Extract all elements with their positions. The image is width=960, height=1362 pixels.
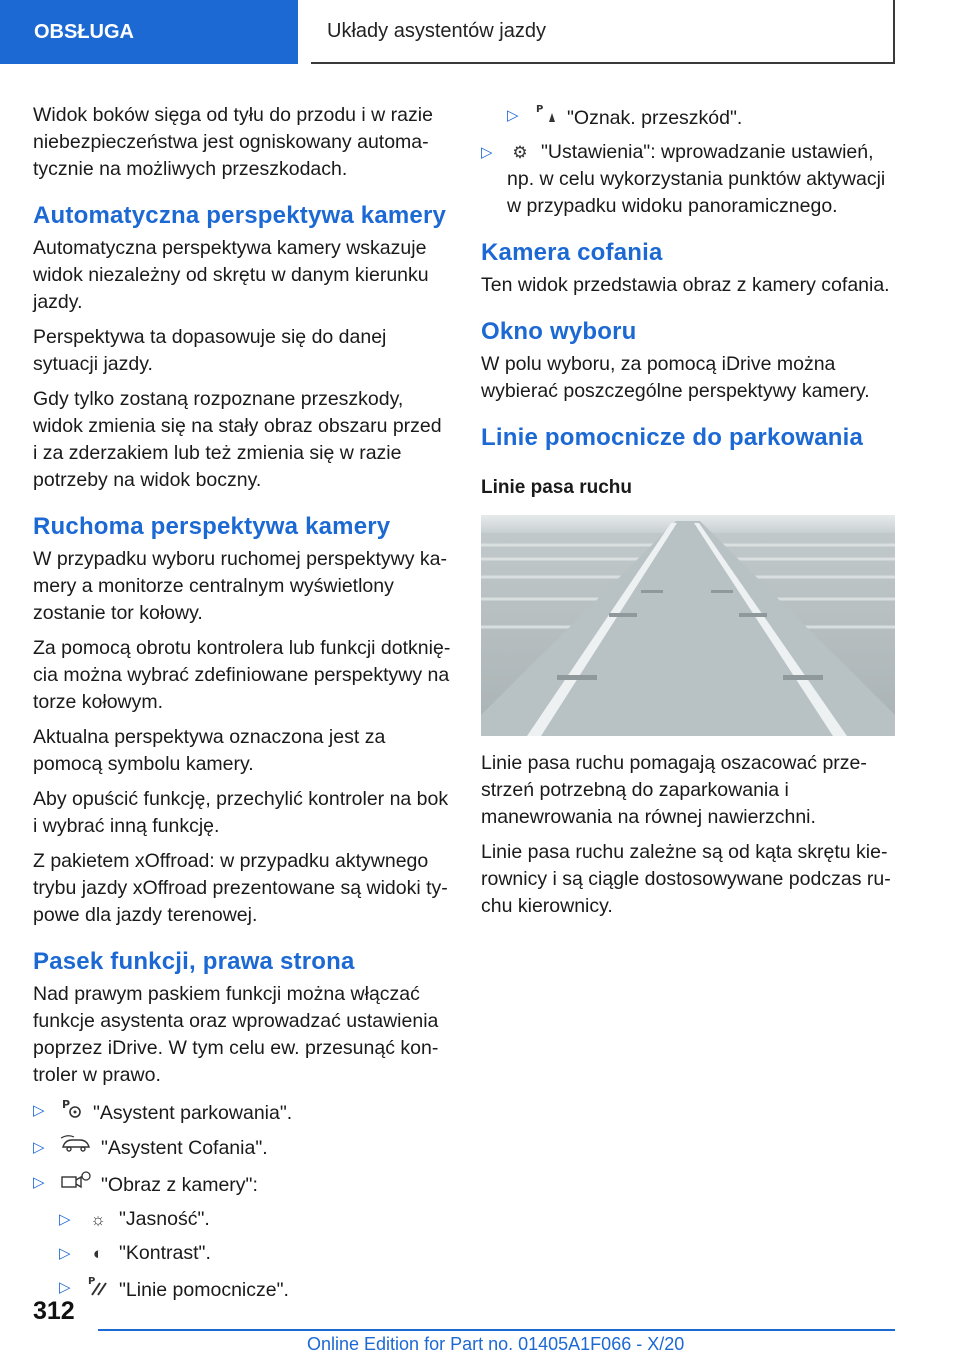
lane-lines-illustration: [481, 515, 895, 736]
list-item: [59, 1206, 451, 1233]
heading-moving-perspective: Ruchoma perspektywa kamery: [33, 513, 391, 540]
paragraph: Gdy tylko zostaną rozpoznane przeszkody, widok zmienia się na stały obraz obszaru przed i za zderzakiem lub też zmienia się w razie potrzeby na widok boczny.: [33, 388, 442, 491]
page-number: 312: [33, 1297, 75, 1325]
obstacle-marking-icon: [533, 102, 559, 132]
svg-text:P: P: [62, 1098, 71, 1111]
paragraph: W przypadku wyboru ruchomej perspektywy kamery a monitorze centralnym wyświetlony zostanie tor kołowy.: [33, 548, 447, 624]
paragraph: Perspektywa ta dopasowuje się do danej sytuacji jazdy.: [33, 326, 387, 375]
list-item: [33, 1169, 451, 1199]
paragraph: Aktualna perspektywa oznaczona jest za pomocą symbolu kamery.: [33, 726, 386, 775]
right-column: [481, 102, 895, 928]
paragraph: Linie pasa ruchu zależne są od kąta skrętu kierownicy i są ciągle dostosowywane podczas ruchu kierownicy.: [481, 841, 891, 917]
svg-text:P: P: [88, 1276, 96, 1287]
bullet-triangle-icon: ▷: [59, 1245, 71, 1262]
list-item: [33, 1097, 451, 1127]
paragraph: Ten widok przedstawia obraz z kamery cofania.: [481, 274, 890, 296]
list-item-label: "Kontrast".: [119, 1242, 211, 1264]
list-item: [33, 1134, 451, 1162]
section-label: OBSŁUGA: [34, 20, 134, 43]
contrast-icon: ◐: [92, 1244, 104, 1263]
bullet-triangle-icon: ▷: [59, 1279, 71, 1296]
heading-auto-perspective: Automatyczna perspektywa kamery: [33, 202, 447, 229]
paragraph: Automatyczna perspektywa kamery wskazuje widok niezależny od skrętu w danym kierunku jazdy.: [33, 237, 429, 313]
list-item-label: "Obraz z kamery":: [101, 1174, 258, 1196]
bullet-triangle-icon: ▷: [59, 1211, 71, 1228]
paragraph: Aby opuścić funkcję, przechylić kontroler na bok i wybrać inną funkcję.: [33, 788, 449, 837]
bullet-triangle-icon: ▷: [33, 1174, 45, 1191]
list-item-label: "Linie pomocnicze".: [119, 1279, 289, 1301]
reversing-assistant-icon: [59, 1134, 93, 1162]
chapter-header: [311, 0, 895, 64]
list-item-label: "Ustawienia": wprowadzanie ustawień, np. w celu wykorzystania punktów aktywacji w przypadku widoku panoramicznego.: [507, 141, 886, 217]
heading-function-bar: Pasek funkcji, prawa strona: [33, 948, 355, 975]
section-tab: [0, 0, 298, 64]
brightness-icon: ☼: [90, 1210, 106, 1229]
list-item: [59, 1274, 451, 1304]
bullet-triangle-icon: ▷: [507, 107, 519, 124]
list-item: [481, 139, 895, 220]
settings-gear-icon: ⚙: [512, 143, 528, 162]
chapter-title: Układy asystentów jazdy: [327, 19, 546, 42]
footer-divider: [98, 1329, 895, 1331]
list-item-label: "Oznak. przeszkód".: [567, 107, 743, 129]
camera-icon: [59, 1169, 93, 1199]
list-item-label: "Asystent parkowania".: [93, 1102, 293, 1124]
list-item: [507, 102, 895, 132]
footer-edition: Online Edition for Part no. 01405A1F066 - X/20: [307, 1334, 685, 1354]
list-item-label: "Asystent Cofania".: [101, 1137, 268, 1159]
paragraph: Z pakietem xOffroad: w przypadku aktywnego trybu jazdy xOffroad prezentowane są widoki typowe dla jazdy terenowej.: [33, 850, 448, 926]
parking-assistant-icon: [59, 1097, 85, 1127]
intro-paragraph: Widok boków sięga od tyłu do przodu i w razie niebezpieczeństwa jest ogniskowany automatycznie na możliwych przeszkodach.: [33, 104, 433, 180]
paragraph: Linie pasa ruchu pomagają oszacować przestrzeń potrzebną do zaparkowania i manewrowania na równej nawierzchni.: [481, 752, 867, 828]
function-list-continued: [481, 102, 895, 220]
paragraph: W polu wyboru, za pomocą iDrive można wybierać poszczególne perspektywy kamery.: [481, 353, 870, 402]
bullet-triangle-icon: ▷: [33, 1139, 45, 1156]
left-column: [33, 102, 451, 1311]
bullet-triangle-icon: ▷: [33, 1102, 45, 1119]
list-item: [59, 1240, 451, 1267]
list-item-label: "Jasność".: [119, 1208, 210, 1230]
heading-parking-guide-lines: Linie pomocnicze do parkowania: [481, 424, 864, 451]
subheading-lane-lines: Linie pasa ruchu: [481, 477, 632, 498]
guide-lines-icon: [85, 1274, 111, 1304]
heading-rear-camera: Kamera cofania: [481, 239, 663, 266]
heading-selection-window: Okno wyboru: [481, 318, 637, 345]
paragraph: Za pomocą obrotu kontrolera lub funkcji dotknięcia można wybrać zdefiniowane perspektywy na torze kołowym.: [33, 637, 451, 713]
bullet-triangle-icon: ▷: [481, 144, 493, 161]
function-list: [33, 1097, 451, 1304]
svg-text:P: P: [536, 104, 544, 115]
paragraph: Nad prawym paskiem funkcji można włączać funkcje asystenta oraz wprowadzać ustawienia poprzez iDrive. W tym celu ew. przesunąć kontroler w prawo.: [33, 983, 439, 1086]
